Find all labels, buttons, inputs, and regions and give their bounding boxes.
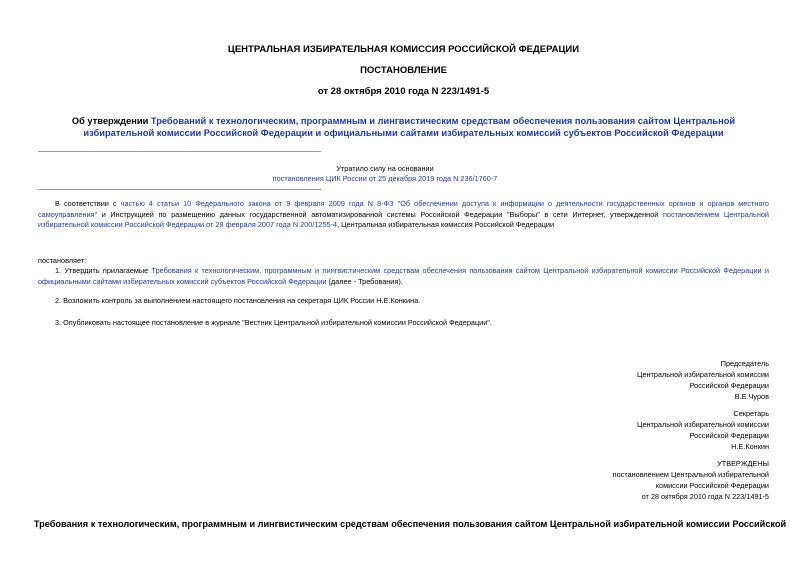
item-3: 3. Опубликовать настоящее постановление в журнале "Вестник Центральной избирательной комиссии Российской Федерации".: [55, 318, 492, 327]
doc-title: [40, 115, 767, 139]
item-1: [38, 266, 769, 287]
secretary-role: Секретарь: [733, 409, 769, 418]
preamble-text: и Инструкцией по размещению данных государственной автоматизированной системы Российской Федерации "Выборы" в сети Интернет, утвержденной: [97, 209, 663, 219]
requirements-link[interactable]: Требования к технологическим, программным и лингвистическим средствам обеспечения пользования сайтом Центральной избирательной комиссии Российской Федерации и официальными сайтами избирательных комиссий субъектов Российской Федерации: [38, 266, 769, 286]
divider: [38, 151, 321, 152]
status-note-link[interactable]: постановления ЦИК России от 25 декабря 2019 года N 236/1760-7: [272, 174, 498, 183]
approved-block: [500, 458, 769, 502]
item-2: 2. Возложить контроль за выполнением настоящего постановления на секретаря ЦИК России Н.Е.Конкина.: [55, 296, 421, 305]
resolves-label: постановляет:: [38, 256, 87, 265]
doc-type-heading: ПОСТАНОВЛЕНИЕ: [360, 65, 447, 76]
divider: [38, 189, 321, 190]
preamble-text: В соответствии с: [55, 199, 121, 208]
secretary-signature: [500, 408, 769, 452]
approved-line: комиссии Российской Федерации: [655, 481, 769, 490]
item-1-suffix: (далее - Требования).: [326, 276, 403, 286]
secretary-org: Российской Федерации: [689, 431, 769, 440]
chair-org: Российской Федерации: [689, 381, 769, 390]
doc-title-link[interactable]: Требований к технологическим, программным и лингвистическим средствам обеспечения пользования сайтом Центральной избирательной комиссии Российской Федерации и официальными сайтами избирательных комиссий субъектов Российской Федерации: [83, 116, 736, 138]
approved-line: постановлением Центральной избирательной: [612, 470, 769, 479]
chair-name: В.Е.Чуров: [734, 392, 769, 401]
approved-line: от 28 октября 2010 года N 223/1491-5: [641, 492, 769, 501]
item-1-text: 1. Утвердить прилагаемые: [55, 266, 152, 275]
preamble: [38, 199, 769, 231]
status-note-text: Утратило силу на основании: [336, 164, 434, 173]
chair-signature: [500, 358, 769, 402]
approved-label: УТВЕРЖДЕНЫ: [717, 459, 769, 468]
doc-date-number: от 28 октября 2010 года N 223/1491-5: [317, 86, 490, 97]
secretary-org: Центральной избирательной комиссии: [637, 420, 769, 429]
resolution-link[interactable]: постановлением Центральной избирательной комиссии Российской Федерации от 28 февраля 2007 года N 200/1255-4: [38, 209, 769, 229]
status-note: [250, 164, 520, 184]
annex-title: Требования к технологическим, программным и лингвистическим средствам обеспечения пользования сайтом Центральной избирательной комиссии Российской: [33, 519, 787, 529]
chair-role: Председатель: [720, 359, 769, 368]
secretary-name: Н.Е.Конкин: [731, 442, 769, 451]
doc-title-prefix: Об утверждении: [71, 116, 151, 126]
law-link[interactable]: частью 4 статьи 10 Федерального закона от 9 февраля 2009 года N 8-ФЗ "Об обеспечении доступа к информации о деятельности государственных органов и органов местного самоуправления": [38, 199, 769, 219]
org-heading: ЦЕНТРАЛЬНАЯ ИЗБИРАТЕЛЬНАЯ КОМИССИЯ РОССИЙСКОЙ ФЕДЕРАЦИИ: [227, 44, 580, 55]
chair-org: Центральной избирательной комиссии: [637, 370, 769, 379]
preamble-text: , Центральная избирательная комиссия Российской Федерации: [337, 220, 555, 229]
